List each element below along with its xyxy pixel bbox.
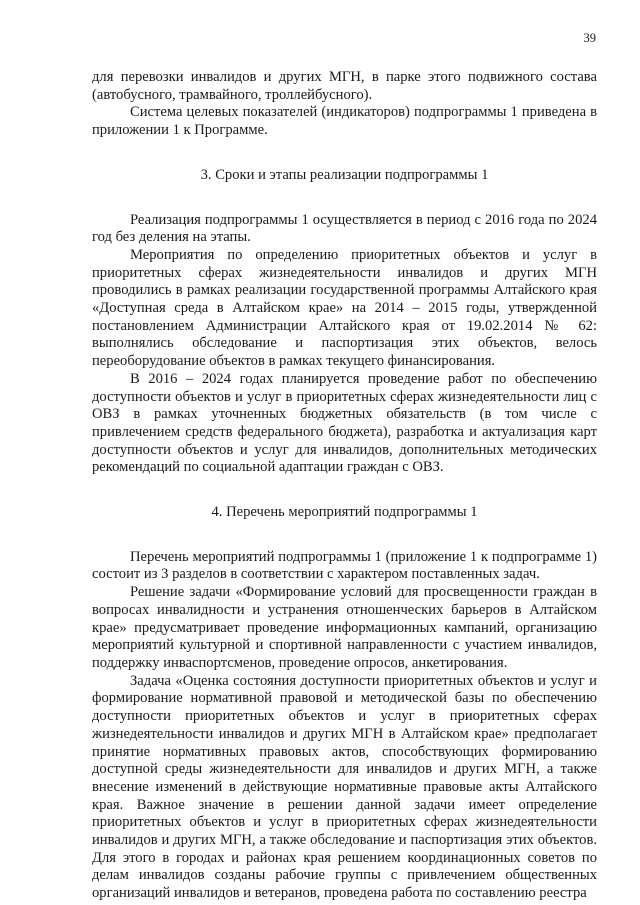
section-4-paragraph-1: Перечень мероприятий подпрограммы 1 (приложение 1 к подпрограмме 1) состоит из 3 разделов в соответствии с характером поставленных задач. — [92, 548, 597, 583]
section-3-paragraph-1: Реализация подпрограммы 1 осуществляется в период с 2016 года по 2024 год без деления на этапы. — [92, 211, 597, 246]
page-number: 39 — [583, 31, 596, 45]
section-4-paragraph-3: Задача «Оценка состояния доступности приоритетных объектов и услуг и формирование нормативной правовой и методической базы по обеспечению доступности приоритетных объектов и услуг в приоритетных сферах жизнедеятельности инвалидов и других МГН в Алтайском крае» предполагает принятие нормативных правовых актов, способствующих формированию доступной среды жизнедеятельности для инвалидов и других МГН, а также внесение изменений в действующие нормативные правовые акты Алтайского края. Важное значение в решении данной задачи имеет определение приоритетных объектов и услуг в приоритетных сферах жизнедеятельности инвалидов и других МГН, а также обследование и паспортизация этих объектов. Для этого в городах и районах края решением координационных советов по делам инвалидов созданы рабочие группы с привлечением общественных организаций инвалидов и ветеранов, проведена работа по составлению реестра — [92, 672, 597, 902]
section-3-paragraph-3: В 2016 – 2024 годах планируется проведение работ по обеспечению доступности объектов и услуг в приоритетных сферах жизнедеятельности лиц с ОВЗ в рамках уточненных бюджетных обязательств (в том числе с привлечением средств федерального бюджета), разработка и актуализация карт доступности объектов и услуг для инвалидов, дополнительных методических рекомендаций по социальной адаптации граждан с ОВЗ. — [92, 370, 597, 476]
section-4-paragraph-2: Решение задачи «Формирование условий для просвещенности граждан в вопросах инвалидности и устранения отношенческих барьеров в Алтайском крае» предусматривает проведение информационных кампаний, организацию мероприятий культурной и спортивной направленности с участием инвалидов, поддержку инваспортсменов, проведение опросов, анкетирования. — [92, 584, 597, 671]
page-content — [92, 0, 597, 903]
section-3-heading: 3. Сроки и этапы реализации подпрограммы 1 — [200, 166, 489, 183]
section-4-heading: 4. Перечень мероприятий подпрограммы 1 — [211, 504, 478, 521]
section-3-paragraph-2: Мероприятия по определению приоритетных объектов и услуг в приоритетных сферах жизнедеятельности инвалидов и других МГН проводились в рамках реализации государственной программы Алтайского края «Доступная среда в Алтайском крае» на 2014 – 2015 годы, утвержденной постановлением Администрации Алтайского края от 19.02.2014 № 62: выполнялись обследование и паспортизация этих объектов, велось переоборудование объектов в рамках текущего финансирования. — [92, 246, 597, 370]
intro-paragraph-1: для перевозки инвалидов и других МГН, в парке этого подвижного состава (автобусного, трамвайного, троллейбусного). — [92, 69, 597, 103]
intro-paragraph-2: Система целевых показателей (индикаторов) подпрограммы 1 приведена в приложении 1 к Программе. — [92, 104, 597, 139]
